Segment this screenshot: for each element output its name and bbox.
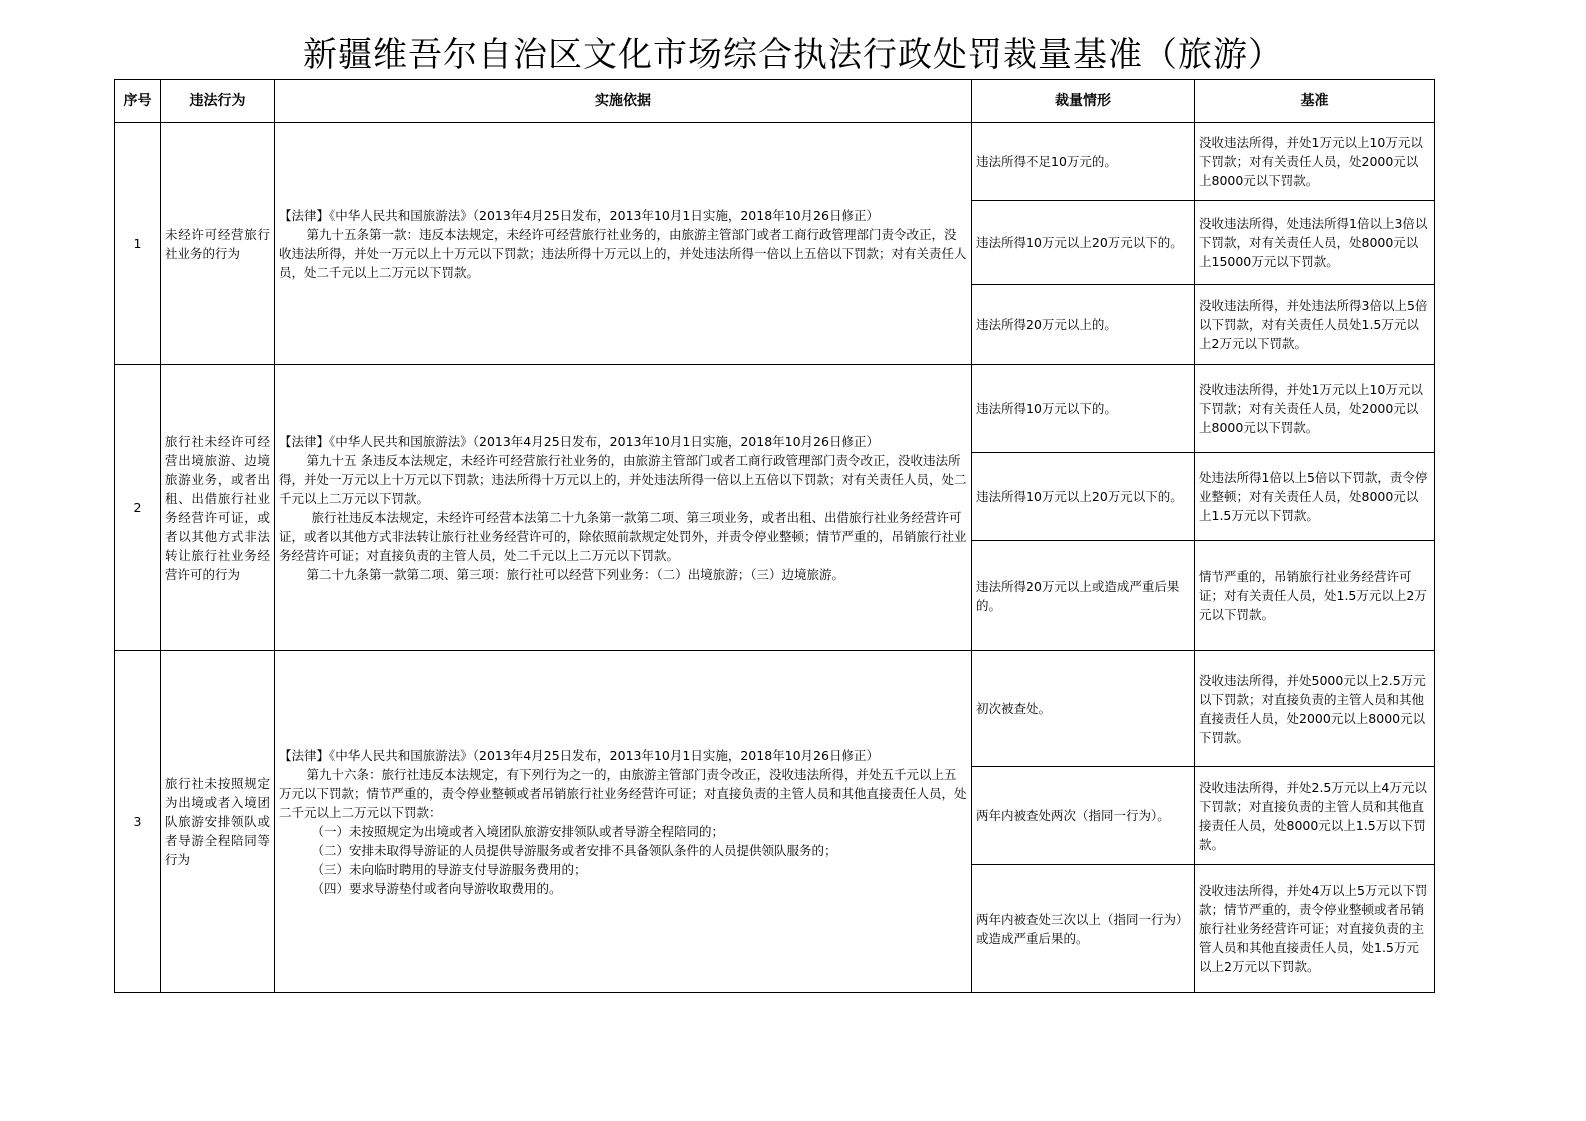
basis-paragraph: 【法律】《中华人民共和国旅游法》（2013年4月25日发布，2013年10月1日实施，2018年10月26日修正） — [279, 433, 879, 449]
basis-paragraph: 旅行社违反本法规定，未经许可经营本法第二十九条第一款第二项、第三项业务，或者出租、出借旅行社业务经营许可证，或者以其他方式非法转让旅行社业务经营许可的，除依照前款规定处罚外，并责令停业整顿；情节严重的，吊销旅行社业务经营许可证；对直接负责的主管人员，处二千元以上二万元以下罚款。 — [279, 509, 967, 563]
header-no: 序号 — [115, 80, 161, 123]
basis-paragraph: 第九十五条第一款：违反本法规定，未经许可经营旅行社业务的，由旅游主管部门或者工商行政管理部门责令改正，没收违法所得，并处一万元以上十万元以下罚款；违法所得十万元以上的，并处违法所得一倍以上五倍以下罚款；对有关责任人员，处二千元以上二万元以下罚款。 — [279, 226, 967, 280]
basis-paragraph: 第二十九条第一款第二项、第三项：旅行社可以经营下列业务：（二）出境旅游；（三）边境旅游。 — [306, 566, 845, 582]
basis-list-item: （一）未按照规定为出境或者入境团队旅游安排领队或者导游全程陪同的； — [311, 823, 725, 839]
row-number: 2 — [115, 365, 161, 651]
standard-cell: 情节严重的，吊销旅行社业务经营许可证；对有关责任人员，处1.5万元以上2万元以下罚款。 — [1195, 541, 1435, 651]
standard-cell: 没收违法所得，并处违法所得3倍以上5倍以下罚款，对有关责任人员处1.5万元以上2万元以下罚款。 — [1195, 285, 1435, 365]
standard-cell: 没收违法所得，并处5000元以上2.5万元以下罚款；对直接负责的主管人员和其他直接责任人员，处2000元以上8000元以下罚款。 — [1195, 651, 1435, 767]
situation-cell: 违法所得10万元以下的。 — [972, 365, 1195, 453]
basis-paragraph: 【法律】《中华人民共和国旅游法》（2013年4月25日发布，2013年10月1日实施，2018年10月26日修正） — [279, 747, 879, 763]
standard-cell: 没收违法所得，并处1万元以上10万元以下罚款；对有关责任人员，处2000元以上8000元以下罚款。 — [1195, 365, 1435, 453]
legal-basis — [275, 365, 972, 651]
legal-basis — [275, 123, 972, 365]
situation-cell: 违法所得不足10万元的。 — [972, 123, 1195, 201]
table-row — [115, 651, 1435, 767]
basis-list-item: （三）未向临时聘用的导游支付导游服务费用的； — [311, 861, 587, 877]
standard-cell: 处违法所得1倍以上5倍以下罚款，责令停业整顿；对有关责任人员，处8000元以上1.5万元以下罚款。 — [1195, 453, 1435, 541]
violation-act: 旅行社未按照规定为出境或者入境团队旅游安排领队或者导游全程陪同等行为 — [161, 651, 275, 993]
standard-cell: 没收违法所得，并处2.5万元以上4万元以下罚款；对直接负责的主管人员和其他直接责任人员，处8000元以上1.5万以下罚款。 — [1195, 767, 1435, 865]
violation-act: 旅行社未经许可经营出境旅游、边境旅游业务，或者出租、出借旅行社业务经营许可证，或者以其他方式非法转让旅行社业务经营许可的行为 — [161, 365, 275, 651]
basis-list-item: （二）安排未取得导游证的人员提供导游服务或者安排不具备领队条件的人员提供领队服务的； — [311, 842, 837, 858]
legal-basis — [275, 651, 972, 993]
row-number: 3 — [115, 651, 161, 993]
header-standard: 基准 — [1195, 80, 1435, 123]
page-title: 新疆维吾尔自治区文化市场综合执法行政处罚裁量基准（旅游） — [303, 35, 1283, 75]
standard-cell: 没收违法所得，并处1万元以上10万元以下罚款；对有关责任人员，处2000元以上8000元以下罚款。 — [1195, 123, 1435, 201]
situation-cell: 违法所得10万元以上20万元以下的。 — [972, 453, 1195, 541]
header-situation: 裁量情形 — [972, 80, 1195, 123]
row-number: 1 — [115, 123, 161, 365]
standard-cell: 没收违法所得，处违法所得1倍以上3倍以下罚款，对有关责任人员，处8000元以上15000万元以下罚款。 — [1195, 201, 1435, 285]
table-header-row — [115, 80, 1435, 123]
header-act: 违法行为 — [161, 80, 275, 123]
basis-paragraph: 第九十六条：旅行社违反本法规定，有下列行为之一的，由旅游主管部门责令改正，没收违法所得，并处五千元以上五万元以下罚款；情节严重的，责令停业整顿或者吊销旅行社业务经营许可证；对直接负责的主管人员和其他直接责任人员，处二千元以上二万元以下罚款： — [279, 766, 967, 820]
situation-cell: 两年内被查处三次以上（指同一行为）或造成严重后果的。 — [972, 865, 1195, 993]
basis-list-item: （四）要求导游垫付或者向导游收取费用的。 — [311, 880, 562, 896]
situation-cell: 违法所得20万元以上或造成严重后果的。 — [972, 541, 1195, 651]
header-basis: 实施依据 — [275, 80, 972, 123]
penalty-standard-table — [114, 79, 1435, 993]
violation-act: 未经许可经营旅行社业务的行为 — [161, 123, 275, 365]
basis-paragraph: 【法律】《中华人民共和国旅游法》（2013年4月25日发布，2013年10月1日实施，2018年10月26日修正） — [279, 207, 879, 223]
situation-cell: 两年内被查处两次（指同一行为）。 — [972, 767, 1195, 865]
standard-cell: 没收违法所得，并处4万以上5万元以下罚款；情节严重的，责令停业整顿或者吊销旅行社业务经营许可证；对直接负责的主管人员和其他直接责任人员，处1.5万元以上2万元以下罚款。 — [1195, 865, 1435, 993]
table-row — [115, 365, 1435, 453]
basis-paragraph: 第九十五 条违反本法规定，未经许可经营旅行社业务的，由旅游主管部门或者工商行政管理部门责令改正，没收违法所得，并处一万元以上十万元以下罚款；违法所得十万元以上的，并处违法所得一倍以上五倍以下罚款；对有关责任人员，处二千元以上二万元以下罚款。 — [279, 452, 967, 506]
situation-cell: 违法所得20万元以上的。 — [972, 285, 1195, 365]
situation-cell: 初次被查处。 — [972, 651, 1195, 767]
situation-cell: 违法所得10万元以上20万元以下的。 — [972, 201, 1195, 285]
table-row — [115, 123, 1435, 201]
